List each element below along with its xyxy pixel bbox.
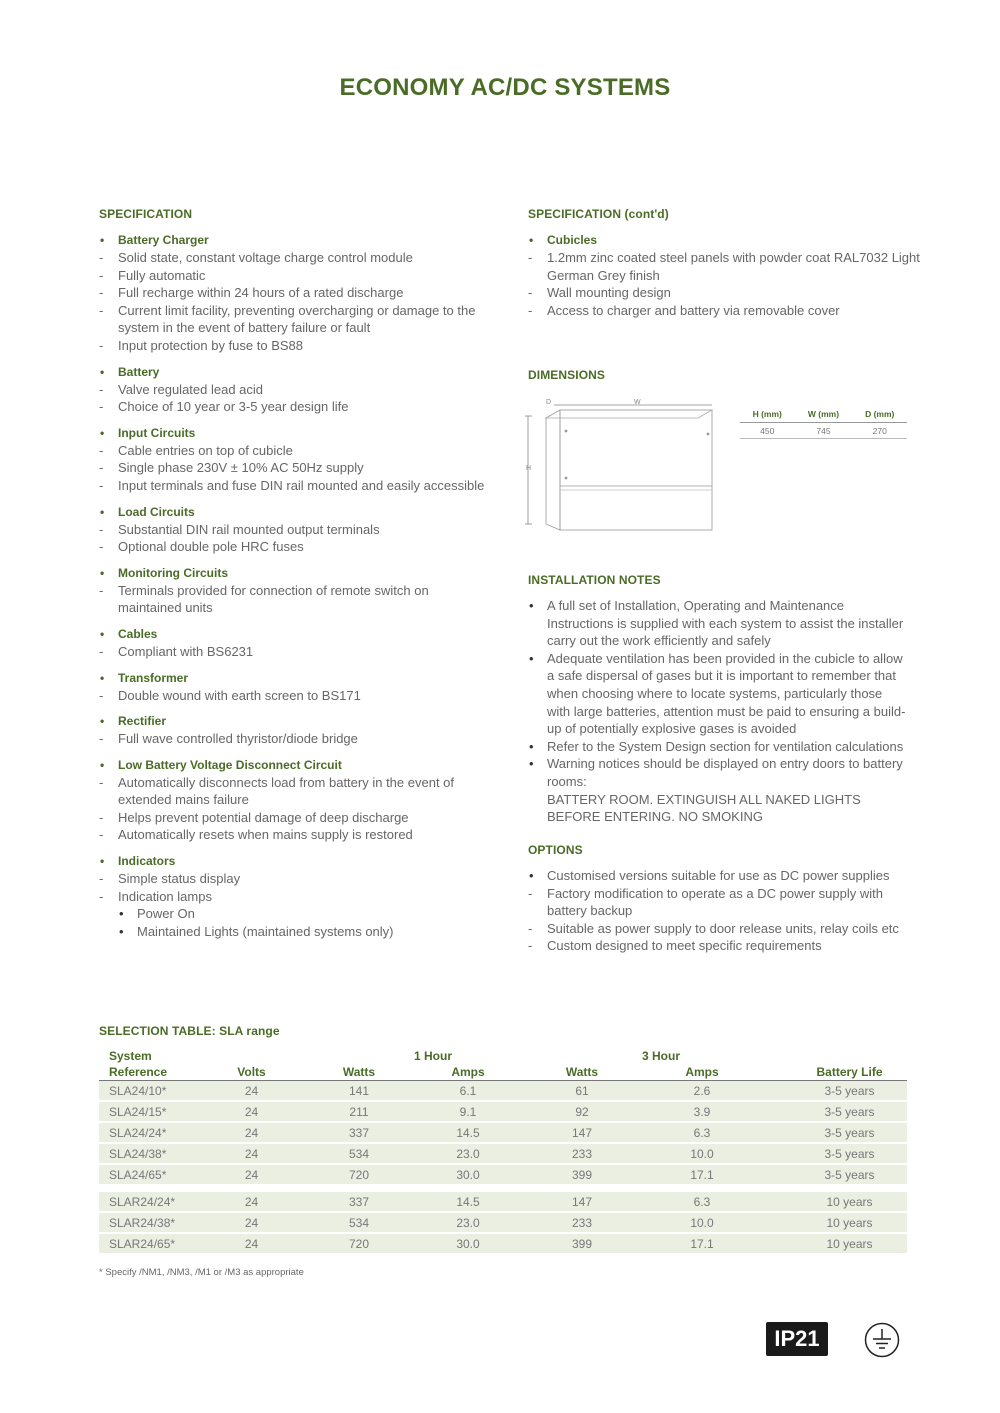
table-cell: 6.3: [642, 1123, 762, 1144]
table-cell: 24: [199, 1234, 304, 1255]
earth-ground-icon: [864, 1322, 900, 1358]
installation-list: [528, 597, 908, 791]
spec-group: [99, 756, 494, 844]
spec-group: [99, 625, 494, 661]
installation-item: • Warning notices should be displayed on entry doors to battery rooms:: [528, 755, 908, 790]
table-cell: SLAR24/65*: [99, 1234, 199, 1255]
table-cell: 92: [522, 1102, 642, 1123]
cubicle-front: [560, 410, 712, 530]
table-cell: SLAR24/38*: [99, 1213, 199, 1234]
cubicles-group: [528, 231, 923, 319]
spec-group-title: • Indicators: [99, 852, 494, 870]
table-row: [99, 1234, 907, 1255]
table-cell: SLA24/15*: [99, 1102, 199, 1123]
height-label: H: [526, 465, 532, 472]
three-hour-header: 3 Hour: [642, 1049, 681, 1063]
width-label: W: [634, 399, 641, 406]
table-cell: 233: [522, 1144, 642, 1165]
dim-header-w: W (mm): [794, 407, 852, 423]
spec-group-title: • Load Circuits: [99, 503, 494, 521]
spec-item: - Single phase 230V ± 10% AC 50Hz supply: [99, 459, 494, 477]
cubicle-dimension-drawing: [524, 396, 724, 536]
spec-item: - Compliant with BS6231: [99, 643, 494, 661]
table-cell: 3-5 years: [762, 1123, 907, 1144]
specification-contd-heading: SPECIFICATION (cont'd): [528, 207, 669, 221]
table-cell: 24: [199, 1081, 304, 1102]
dimensions-table: [740, 407, 907, 439]
cubicle-item: - 1.2mm zinc coated steel panels with powder coat RAL7032 Light German Grey finish: [528, 249, 923, 284]
spec-item: - Choice of 10 year or 3-5 year design life: [99, 398, 494, 416]
selection-header-1: Volts: [199, 1064, 304, 1081]
table-cell: 3-5 years: [762, 1102, 907, 1123]
spec-sub-item: • Maintained Lights (maintained systems only): [118, 923, 494, 941]
spec-item: - Helps prevent potential damage of deep discharge: [99, 809, 494, 827]
spec-item: - Solid state, constant voltage charge control module: [99, 249, 494, 267]
table-row: [99, 1081, 907, 1102]
spec-item: - Cable entries on top of cubicle: [99, 442, 494, 460]
specification-groups: [99, 231, 494, 940]
ip21-badge: IP21: [766, 1322, 828, 1356]
spec-group-list: [99, 582, 494, 617]
spec-group-list: [99, 521, 494, 556]
dim-value-d: 270: [852, 423, 907, 439]
spec-item: - Full recharge within 24 hours of a rated discharge: [99, 284, 494, 302]
spec-group-title: • Monitoring Circuits: [99, 564, 494, 582]
spec-item: - Fully automatic: [99, 267, 494, 285]
table-row: [99, 1102, 907, 1123]
table-cell: 14.5: [414, 1192, 522, 1213]
options-heading: OPTIONS: [528, 843, 583, 857]
table-cell: 399: [522, 1165, 642, 1186]
spec-group: [99, 852, 494, 940]
table-row: [99, 1144, 907, 1165]
table-cell: 6.3: [642, 1192, 762, 1213]
dim-value-h: 450: [740, 423, 794, 439]
spec-group: [99, 231, 494, 355]
table-row: [99, 1165, 907, 1186]
cubicle-side: [546, 410, 560, 530]
table-cell: 534: [304, 1144, 414, 1165]
specification-heading: SPECIFICATION: [99, 207, 193, 221]
spec-group-title: • Battery: [99, 363, 494, 381]
selection-header-3: Amps: [414, 1064, 522, 1081]
options-section: [528, 843, 908, 955]
installation-item: • A full set of Installation, Operating and Maintenance Instructions is supplied with each system to assist the installer carry out the work efficiently and safely: [528, 597, 908, 650]
cubicle-item: - Access to charger and battery via removable cover: [528, 302, 923, 320]
spec-sub-list: [99, 905, 494, 940]
options-list: [528, 885, 908, 955]
spec-group: [99, 503, 494, 556]
table-cell: 720: [304, 1165, 414, 1186]
dimensions-heading: DIMENSIONS: [528, 368, 606, 382]
table-cell: 10 years: [762, 1192, 907, 1213]
spec-group-list: [99, 381, 494, 416]
spec-item: - Input terminals and fuse DIN rail mounted and easily accessible: [99, 477, 494, 495]
option-item: - Custom designed to meet specific requirements: [528, 937, 908, 955]
selection-table-heading: SELECTION TABLE: SLA range: [99, 1024, 280, 1038]
table-cell: 17.1: [642, 1234, 762, 1255]
installation-notes-section: [528, 573, 908, 826]
options-bullet-item: • Customised versions suitable for use as DC power supplies: [528, 867, 908, 885]
table-cell: SLA24/65*: [99, 1165, 199, 1186]
installation-item: • Adequate ventilation has been provided in the cubicle to allow a safe dispersal of gases but it is important to remember that when choosing where to locate systems, particularly those with large batteries, attention must be paid to ensuring a build-up of potentially explosive gases is avoided: [528, 650, 908, 738]
table-cell: SLAR24/24*: [99, 1192, 199, 1213]
spec-item: - Automatically resets when mains supply is restored: [99, 826, 494, 844]
spec-item: - Automatically disconnects load from battery in the event of extended mains failure: [99, 774, 494, 809]
one-hour-header: 1 Hour: [414, 1049, 453, 1063]
cubicles-title: • Cubicles: [528, 231, 923, 249]
spec-item: - Double wound with earth screen to BS171: [99, 687, 494, 705]
spec-group-list: [99, 870, 494, 905]
selection-header-4: Watts: [522, 1064, 642, 1081]
table-cell: 141: [304, 1081, 414, 1102]
spec-group-title: • Rectifier: [99, 712, 494, 730]
table-cell: 233: [522, 1213, 642, 1234]
option-item: - Factory modification to operate as a DC power supply with battery backup: [528, 885, 908, 920]
table-row: [99, 1123, 907, 1144]
spec-group: [99, 712, 494, 748]
installation-item: • Refer to the System Design section for ventilation calculations: [528, 738, 908, 756]
options-bullet-list: [528, 867, 908, 885]
table-cell: 2.6: [642, 1081, 762, 1102]
spec-item: - Indication lamps: [99, 888, 494, 906]
table-cell: 30.0: [414, 1234, 522, 1255]
spec-sub-item: • Power On: [118, 905, 494, 923]
spec-item: - Substantial DIN rail mounted output terminals: [99, 521, 494, 539]
table-cell: SLA24/38*: [99, 1144, 199, 1165]
table-cell: 10.0: [642, 1213, 762, 1234]
table-cell: 3.9: [642, 1102, 762, 1123]
warning-text: BATTERY ROOM. EXTINGUISH ALL NAKED LIGHTS BEFORE ENTERING. NO SMOKING: [547, 791, 861, 825]
spec-item: - Current limit facility, preventing overcharging or damage to the system in the event of battery failure or fault: [99, 302, 494, 337]
table-cell: 211: [304, 1102, 414, 1123]
dim-header-d: D (mm): [852, 407, 907, 423]
table-cell: 24: [199, 1165, 304, 1186]
spec-group-list: [99, 442, 494, 495]
table-cell: 23.0: [414, 1213, 522, 1234]
table-cell: 337: [304, 1123, 414, 1144]
table-cell: 534: [304, 1213, 414, 1234]
system-group-header: System: [109, 1049, 152, 1063]
table-cell: 399: [522, 1234, 642, 1255]
cubicles-list: [528, 249, 923, 319]
selection-header-2: Watts: [304, 1064, 414, 1081]
dim-value-w: 745: [794, 423, 852, 439]
specification-contd-section: [528, 207, 923, 327]
table-cell: 61: [522, 1081, 642, 1102]
spec-group-list: [99, 687, 494, 705]
spec-group: [99, 669, 494, 705]
dim-header-h: H (mm): [740, 407, 794, 423]
table-cell: 23.0: [414, 1144, 522, 1165]
table-cell: 3-5 years: [762, 1144, 907, 1165]
spec-group-list: [99, 643, 494, 661]
selection-column-headers: [99, 1064, 907, 1081]
installation-heading: INSTALLATION NOTES: [528, 573, 661, 587]
table-cell: 10 years: [762, 1234, 907, 1255]
specification-section: [99, 207, 494, 948]
spec-item: - Valve regulated lead acid: [99, 381, 494, 399]
table-cell: SLA24/24*: [99, 1123, 199, 1144]
spec-group: [99, 363, 494, 416]
table-cell: 14.5: [414, 1123, 522, 1144]
spec-group-list: [99, 730, 494, 748]
selection-table-body: [99, 1081, 907, 1255]
cubicle-item: - Wall mounting design: [528, 284, 923, 302]
table-cell: 147: [522, 1192, 642, 1213]
spec-group-list: [99, 774, 494, 844]
spec-item: - Simple status display: [99, 870, 494, 888]
spec-item: - Full wave controlled thyristor/diode bridge: [99, 730, 494, 748]
spec-group-list: [99, 249, 494, 355]
page-title: ECONOMY AC/DC SYSTEMS: [339, 74, 671, 101]
table-cell: 10.0: [642, 1144, 762, 1165]
spec-group: [99, 424, 494, 495]
table-cell: 24: [199, 1144, 304, 1165]
spec-group-title: • Input Circuits: [99, 424, 494, 442]
selection-table: [99, 1048, 907, 1255]
table-row: [99, 1192, 907, 1213]
spec-group-title: • Low Battery Voltage Disconnect Circuit: [99, 756, 494, 774]
footnote: * Specify /NM1, /NM3, /M1 or /M3 as appropriate: [99, 1267, 304, 1278]
selection-header-6: Battery Life: [762, 1064, 907, 1081]
option-item: - Suitable as power supply to door release units, relay coils etc: [528, 920, 908, 938]
spec-item: - Terminals provided for connection of remote switch on maintained units: [99, 582, 494, 617]
table-cell: 17.1: [642, 1165, 762, 1186]
table-row: [99, 1213, 907, 1234]
table-cell: 30.0: [414, 1165, 522, 1186]
selection-header-0: Reference: [99, 1064, 199, 1081]
selection-header-5: Amps: [642, 1064, 762, 1081]
table-cell: 6.1: [414, 1081, 522, 1102]
table-cell: 10 years: [762, 1213, 907, 1234]
table-cell: 24: [199, 1192, 304, 1213]
spec-item: - Input protection by fuse to BS88: [99, 337, 494, 355]
spec-group-title: • Transformer: [99, 669, 494, 687]
table-cell: 24: [199, 1102, 304, 1123]
table-cell: 720: [304, 1234, 414, 1255]
spec-group: [99, 564, 494, 617]
spec-group-title: • Battery Charger: [99, 231, 494, 249]
table-cell: 3-5 years: [762, 1165, 907, 1186]
table-cell: 337: [304, 1192, 414, 1213]
table-cell: SLA24/10*: [99, 1081, 199, 1102]
table-cell: 24: [199, 1213, 304, 1234]
table-cell: 3-5 years: [762, 1081, 907, 1102]
table-cell: 9.1: [414, 1102, 522, 1123]
spec-item: - Optional double pole HRC fuses: [99, 538, 494, 556]
table-cell: 24: [199, 1123, 304, 1144]
spec-group-title: • Cables: [99, 625, 494, 643]
table-cell: 147: [522, 1123, 642, 1144]
depth-label: D: [546, 399, 552, 406]
